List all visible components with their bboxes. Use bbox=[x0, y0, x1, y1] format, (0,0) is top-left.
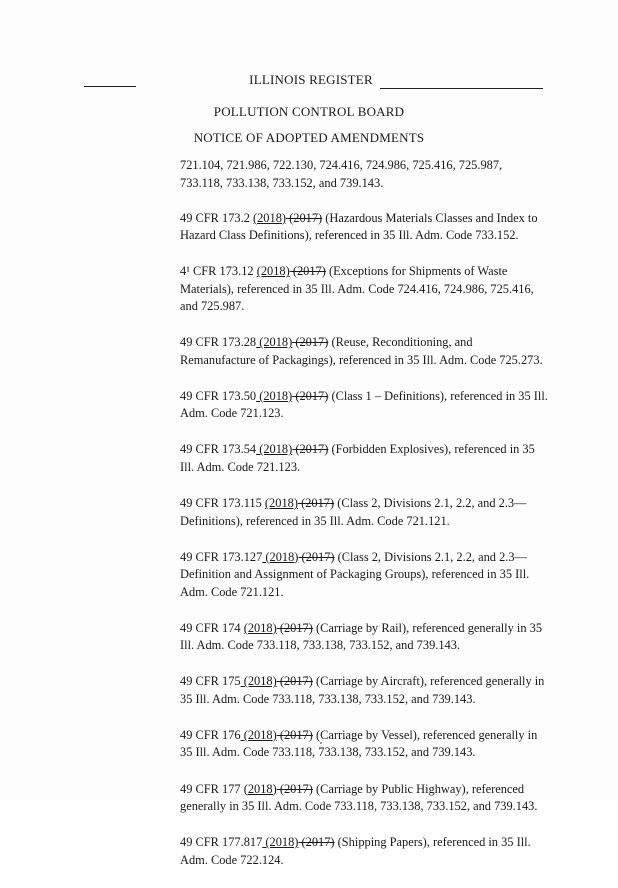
citation-text: 49 CFR 175 bbox=[180, 674, 241, 689]
citation-text: 49 CFR 173.28 bbox=[180, 335, 257, 350]
cfr-entry bbox=[180, 549, 548, 602]
citation-description: (Carriage by Vessel), referenced generally in 35 Ill. Adm. Code 733.118, 733.138, 733.152, and 739.143. bbox=[180, 727, 538, 760]
cfr-entry bbox=[180, 834, 548, 869]
citation-description: (Forbidden Explosives), referenced in 35 Ill. Adm. Code 721.123. bbox=[180, 442, 535, 474]
inserted-year: (2018) bbox=[243, 781, 277, 796]
citation-description: (Exceptions for Shipments of Waste Materials), referenced in 35 Ill. Adm. Code 724.416, 724.986, 725.416, and 725.987. bbox=[180, 264, 534, 314]
inserted-year: (2018) bbox=[264, 496, 298, 511]
document-body bbox=[180, 157, 548, 888]
scan-speck bbox=[320, 742, 322, 744]
paragraph-text: 721.104, 721.986, 722.130, 724.416, 724.986, 725.416, 725.987, 733.118, 733.138, 733.152, and 739.143. bbox=[180, 158, 503, 190]
inserted-year: (2018) bbox=[262, 549, 299, 564]
agency-name: POLLUTION CONTROL BOARD bbox=[213, 104, 405, 119]
citation-description: (Reuse, Reconditioning, and Remanufacture of Packagings), referenced in 35 Ill. Adm. Code 725.273. bbox=[180, 335, 543, 367]
deleted-year: (2017) bbox=[292, 442, 329, 457]
deleted-year: (2017) bbox=[292, 335, 329, 350]
cfr-entry bbox=[180, 263, 548, 316]
deleted-year: (2017) bbox=[276, 674, 313, 689]
paragraph-continuation bbox=[180, 157, 548, 192]
inserted-year: (2018) bbox=[252, 210, 287, 225]
citation-description: (Carriage by Rail), referenced generally in 35 Ill. Adm. Code 733.118, 733.138, 733.152, and 739.143. bbox=[180, 620, 543, 653]
deleted-year: (2017) bbox=[297, 496, 335, 511]
cfr-entry bbox=[180, 210, 548, 245]
cfr-entry bbox=[180, 781, 548, 816]
cfr-entry bbox=[180, 620, 548, 655]
deleted-year: (2017) bbox=[289, 264, 326, 279]
cfr-entry bbox=[180, 727, 548, 762]
citation-description: (Class 1 – Definitions), referenced in 35 Ill. Adm. Code 721.123. bbox=[180, 388, 548, 421]
cfr-entry bbox=[180, 673, 548, 708]
citation-text: 49 CFR 174 bbox=[180, 620, 244, 635]
citation-text: 4¹ CFR 173.12 bbox=[180, 264, 257, 279]
inserted-year: (2018) bbox=[262, 835, 299, 850]
cfr-entry bbox=[180, 334, 548, 369]
deleted-year: (2017) bbox=[292, 388, 329, 403]
citation-description: (Class 2, Divisions 2.1, 2.2, and 2.3—Definition and Assignment of Packaging Groups), referenced in 35 Ill. Adm. Code 721.121. bbox=[180, 549, 530, 599]
deleted-year: (2017) bbox=[276, 620, 313, 635]
inserted-year: (2018) bbox=[240, 727, 277, 742]
citation-text: 49 CFR 173.2 bbox=[180, 210, 253, 225]
citation-text: 49 CFR 173.127 bbox=[180, 549, 263, 564]
header-rule-right bbox=[380, 88, 543, 89]
citation-description: (Hazardous Materials Classes and Index to Hazard Class Definitions), referenced in 35 Ill. Adm. Code 733.152. bbox=[180, 210, 538, 243]
deleted-year: (2017) bbox=[276, 727, 313, 742]
notice-type: NOTICE OF ADOPTED AMENDMENTS bbox=[193, 130, 425, 145]
inserted-year: (2018) bbox=[256, 264, 290, 279]
deleted-year: (2017) bbox=[276, 781, 313, 796]
citation-text: 49 CFR 173.54 bbox=[180, 442, 257, 457]
citation-description: (Carriage by Public Highway), referenced generally in 35 Ill. Adm. Code 733.118, 733.138, 733.152, and 739.143. bbox=[180, 781, 538, 814]
cfr-entry bbox=[180, 388, 548, 423]
deleted-year: (2017) bbox=[298, 549, 335, 564]
inserted-year: (2018) bbox=[243, 620, 277, 635]
deleted-year: (2017) bbox=[286, 210, 323, 225]
citation-description: (Shipping Papers), referenced in 35 Ill. Adm. Code 722.124. bbox=[180, 835, 531, 867]
deleted-year: (2017) bbox=[298, 835, 335, 850]
citation-text: 49 CFR 177.817 bbox=[180, 835, 263, 850]
cfr-entry bbox=[180, 441, 548, 476]
register-title: ILLINOIS REGISTER bbox=[249, 72, 373, 87]
citation-text: 49 CFR 176 bbox=[180, 727, 241, 742]
inserted-year: (2018) bbox=[240, 674, 277, 689]
citation-text: 49 CFR 173.50 bbox=[180, 388, 257, 403]
citation-description: (Class 2, Divisions 2.1, 2.2, and 2.3—Definitions), referenced in 35 Ill. Adm. Code 721.121. bbox=[180, 496, 527, 528]
citation-text: 49 CFR 173.115 bbox=[180, 496, 265, 511]
cfr-entry bbox=[180, 495, 548, 530]
inserted-year: (2018) bbox=[256, 335, 293, 350]
citation-description: (Carriage by Aircraft), referenced generally in 35 Ill. Adm. Code 733.118, 733.138, 733.152, and 739.143. bbox=[180, 674, 545, 706]
citation-text: 49 CFR 177 bbox=[180, 781, 244, 796]
inserted-year: (2018) bbox=[256, 388, 293, 403]
inserted-year: (2018) bbox=[256, 442, 293, 457]
